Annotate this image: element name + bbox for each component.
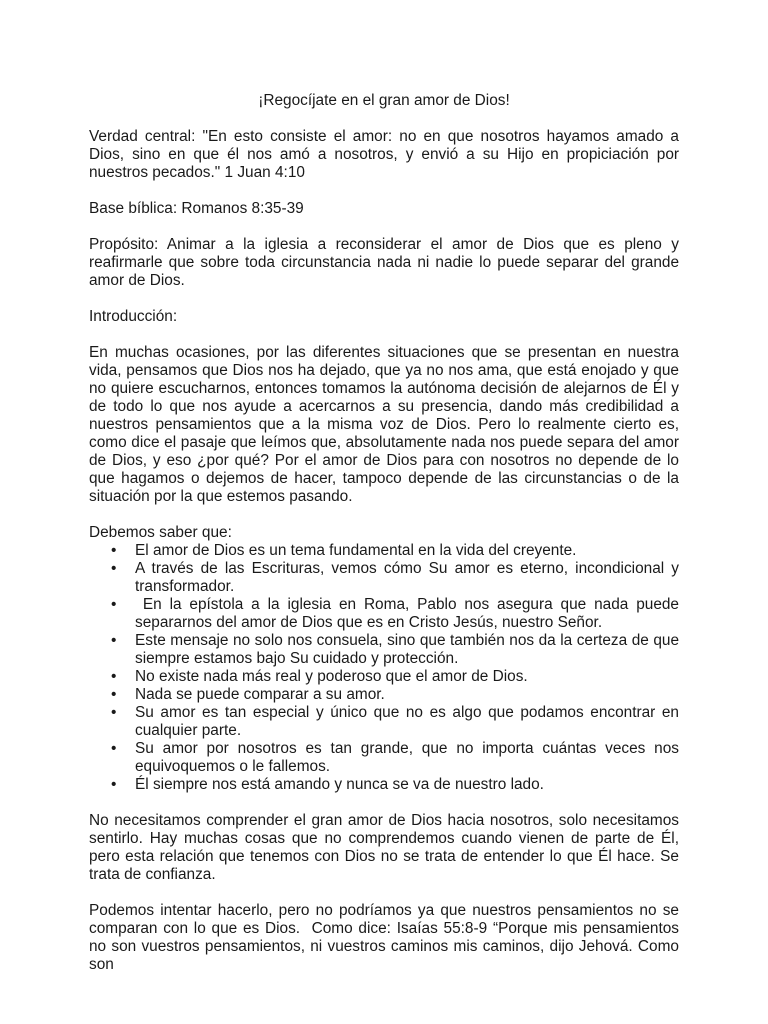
bullet-icon: • bbox=[111, 776, 117, 793]
bullet-icon: • bbox=[111, 560, 117, 577]
list-item bbox=[89, 740, 679, 776]
list-item-text: Este mensaje no solo nos consuela, sino que también nos da la certeza de que siempre estamos bajo Su cuidado y protección. bbox=[135, 632, 679, 667]
bullet-icon: • bbox=[111, 668, 117, 685]
bullet-icon: • bbox=[111, 632, 117, 649]
list-item-text: Su amor es tan especial y único que no es algo que podamos encontrar en cualquier parte. bbox=[135, 704, 679, 739]
proposito-paragraph: Propósito: Animar a la iglesia a reconsiderar el amor de Dios que es pleno y reafirmarle que sobre toda circunstancia nada ni nadie lo puede separar del grande amor de Dios. bbox=[89, 236, 679, 289]
document-page bbox=[89, 92, 684, 992]
document-title: ¡Regocíjate en el gran amor de Dios! bbox=[258, 92, 510, 109]
list-item-text: Él siempre nos está amando y nunca se va de nuestro lado. bbox=[135, 776, 544, 793]
verdad-central-paragraph: Verdad central: "En esto consiste el amor: no en que nosotros hayamos amado a Dios, sino en que él nos amó a nosotros, y envió a su Hijo en propiciación por nuestros pecados." 1 Juan 4:10 bbox=[89, 128, 679, 181]
list-item-text: En la epístola a la iglesia en Roma, Pablo nos asegura que nada puede separarnos del amor de Dios que es en Cristo Jesús, nuestro Señor. bbox=[135, 596, 684, 631]
list-item bbox=[89, 686, 679, 704]
list-item bbox=[89, 560, 679, 596]
intentar-paragraph: Podemos intentar hacerlo, pero no podríamos ya que nuestros pensamientos no se comparan con lo que es Dios. Como dice: Isaías 55:8-9 “Porque mis pensamientos no son vuestros pensamientos, ni vuestros caminos mis caminos, dijo Jehová. Como son bbox=[89, 902, 684, 973]
bullet-icon: • bbox=[111, 740, 117, 757]
list-item-text: Nada se puede comparar a su amor. bbox=[135, 686, 385, 703]
bullet-list bbox=[89, 542, 684, 794]
list-item bbox=[89, 542, 679, 560]
list-item-text: No existe nada más real y poderoso que el amor de Dios. bbox=[135, 668, 528, 685]
bullet-icon: • bbox=[111, 596, 117, 613]
bullet-icon: • bbox=[111, 686, 117, 703]
list-intro: Debemos saber que: bbox=[89, 524, 232, 541]
comprender-paragraph: No necesitamos comprender el gran amor de Dios hacia nosotros, solo necesitamos sentirlo. Hay muchas cosas que no comprendemos cuando vienen de parte de Él, pero esta relación que tenemos con Dios no se trata de entender lo que Él hace. Se trata de confianza. bbox=[89, 812, 679, 883]
introduccion-heading: Introducción: bbox=[89, 308, 178, 325]
introduccion-paragraph: En muchas ocasiones, por las diferentes situaciones que se presentan en nuestra vida, pensamos que Dios nos ha dejado, que ya no nos ama, que está enojado y que no quiere escucharnos, entonces tomamos la autónoma decisión de alejarnos de Él y de todo lo que nos ayude a acercarnos a su presencia, dando más credibilidad a nuestros pensamientos que a la misma voz de Dios. Pero lo realmente cierto es, como dice el pasaje que leímos que, absolutamente nada nos puede separa del amor de Dios, y eso ¿por qué? Por el amor de Dios para con nosotros no depende de lo que hagamos o dejemos de hacer, tampoco depende de las circunstancias o de la situación por la que estemos pasando. bbox=[89, 344, 679, 505]
bullet-icon: • bbox=[111, 704, 117, 721]
list-item bbox=[89, 704, 679, 740]
bullet-icon: • bbox=[111, 542, 117, 559]
list-item-text: A través de las Escrituras, vemos cómo Su amor es eterno, incondicional y transformador. bbox=[135, 560, 679, 595]
base-biblica-paragraph: Base bíblica: Romanos 8:35-39 bbox=[89, 200, 304, 217]
list-item bbox=[89, 668, 679, 686]
list-item bbox=[89, 776, 679, 794]
list-item bbox=[89, 596, 684, 632]
list-item-text: El amor de Dios es un tema fundamental en la vida del creyente. bbox=[135, 542, 577, 559]
list-item-text: Su amor por nosotros es tan grande, que no importa cuántas veces nos equivoquemos o le fallemos. bbox=[135, 740, 679, 775]
list-item bbox=[89, 632, 679, 668]
